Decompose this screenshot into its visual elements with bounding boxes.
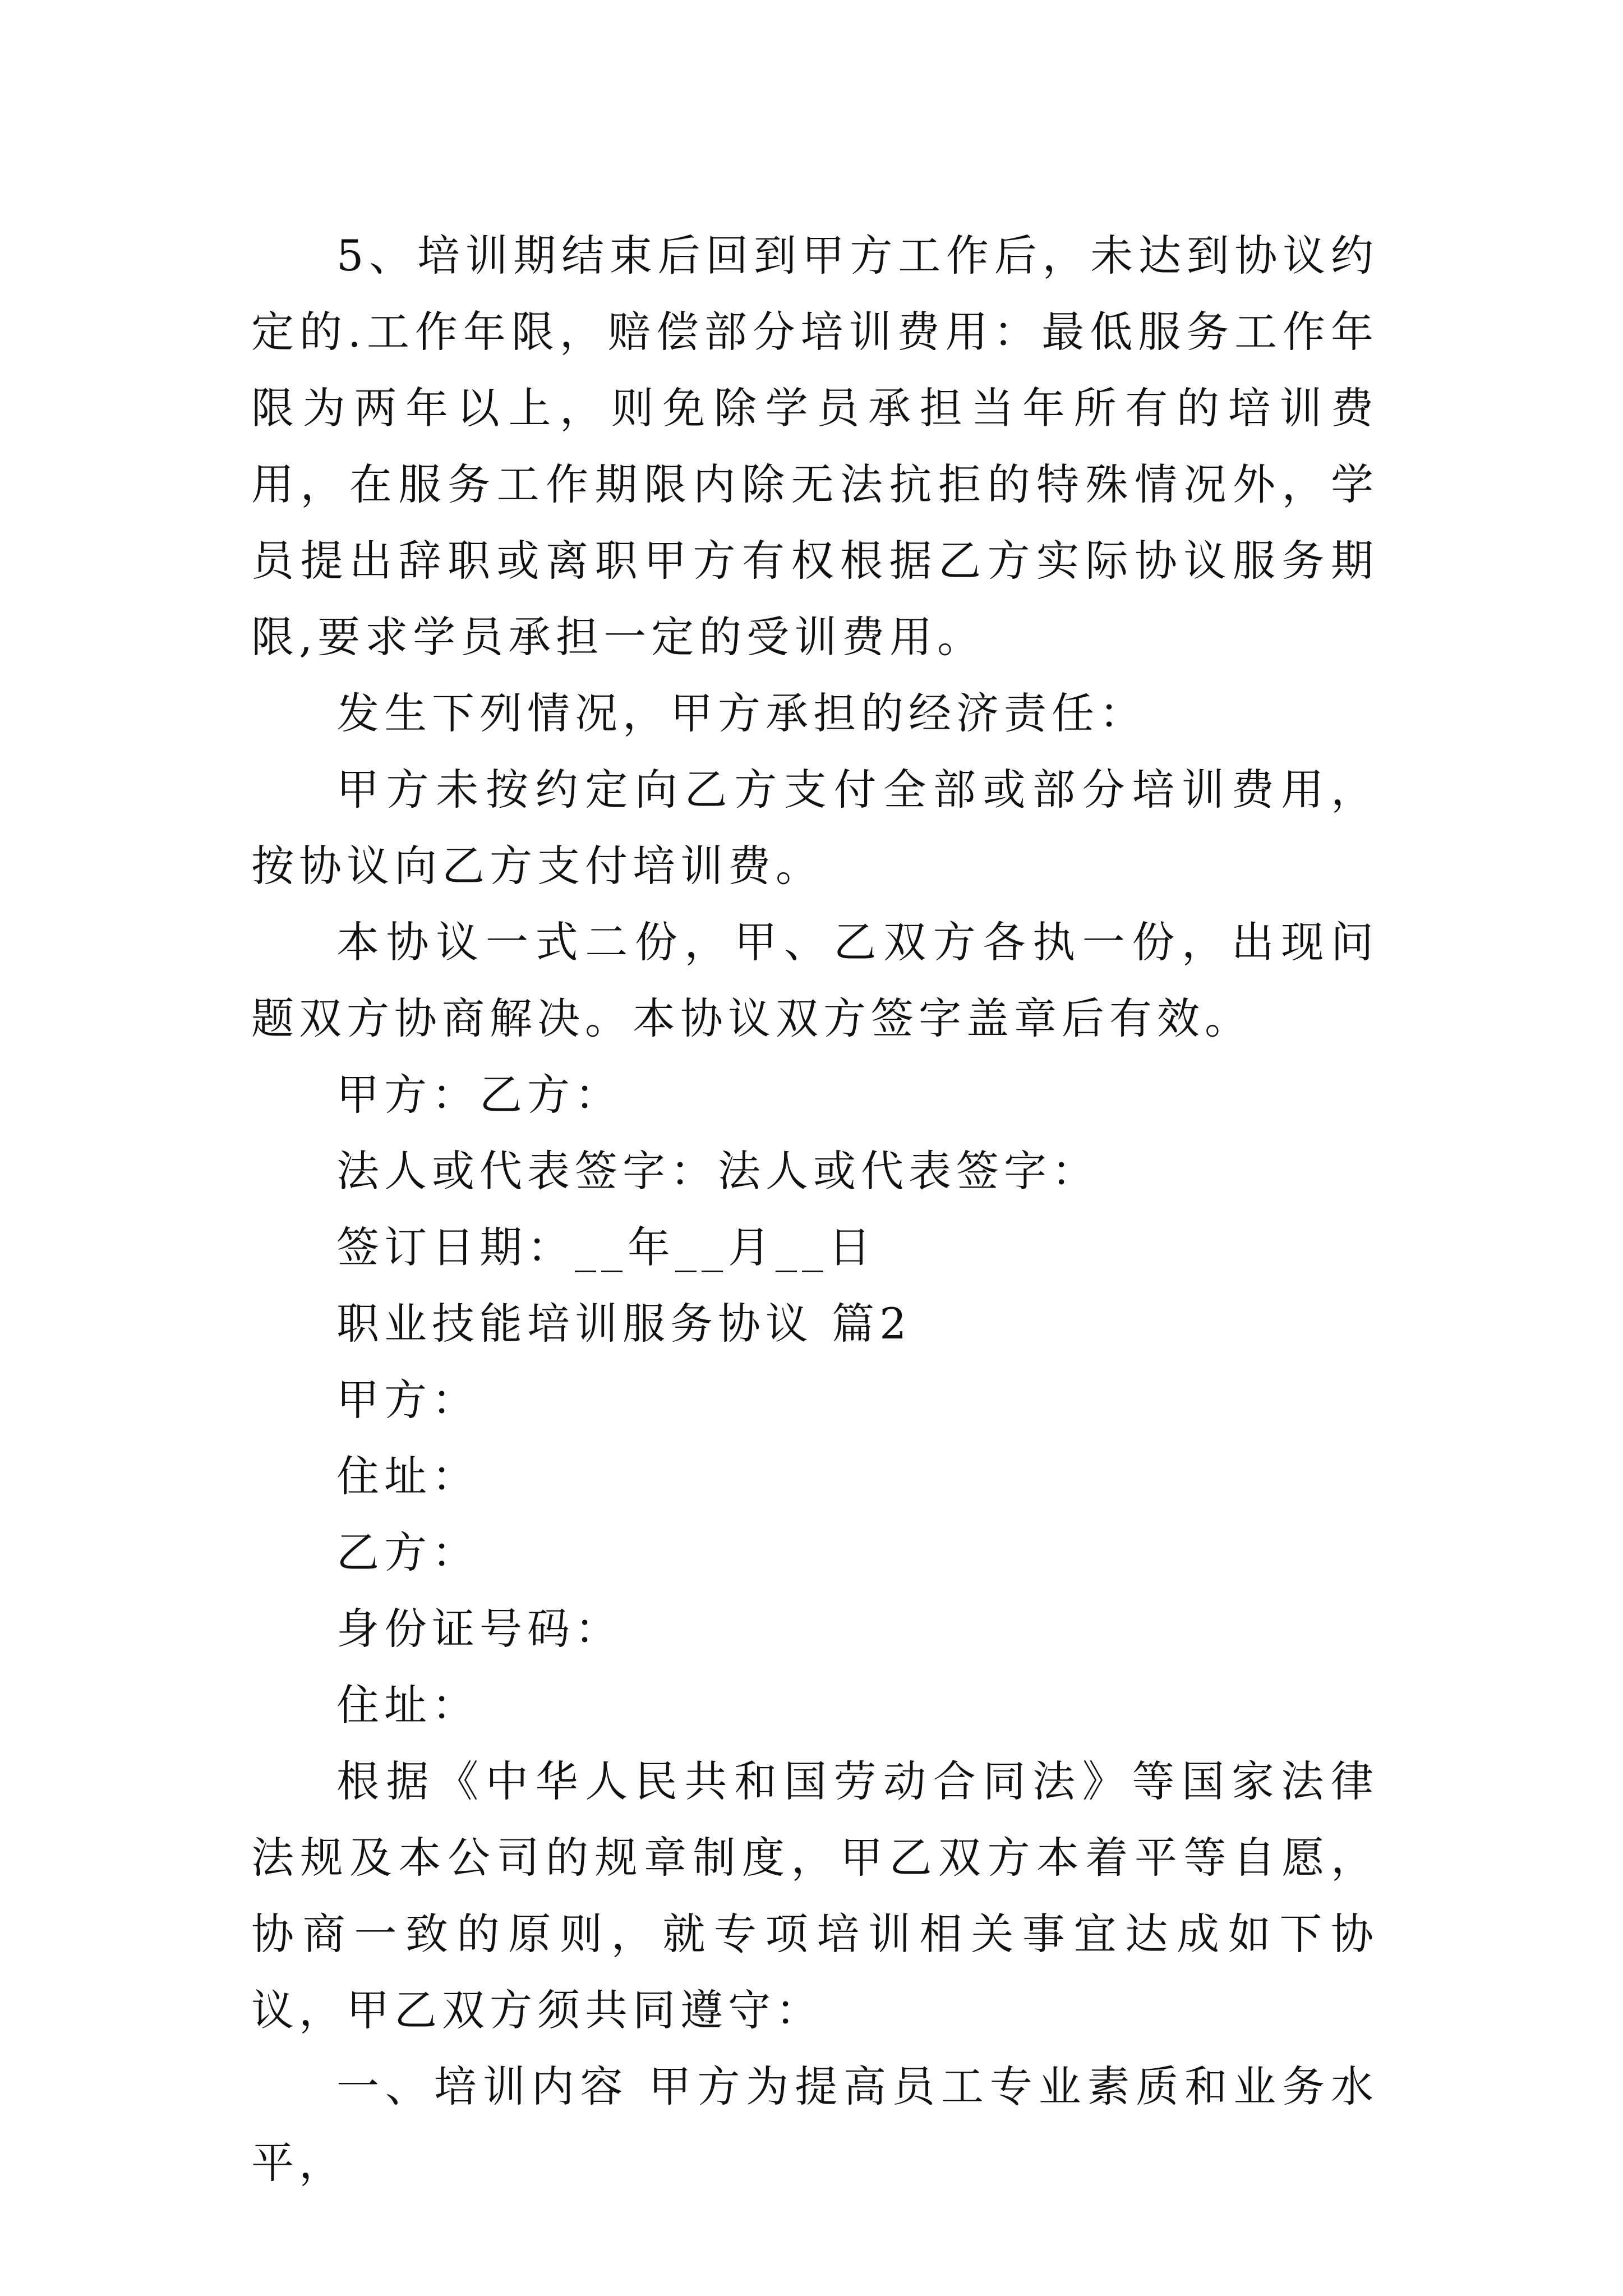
paragraph-training-compensation: 5、培训期结束后回到甲方工作后，未达到协议约定的.工作年限，赔偿部分培训费用：最低服务工作年限为两年以上，则免除学员承担当年所有的培训费用，在服务工作期限内除无法抗拒的特殊情况外，学员提出辞职或离职甲方有权根据乙方实际协议服务期限,要求学员承担一定的受训费用。 (251, 231, 1378, 662)
paragraph-party-a-liability-heading: 发生下列情况，甲方承担的经济责任： (336, 688, 1147, 738)
section-training-content: 一、培训内容 甲方为提高员工专业素质和业务水平， (251, 2062, 1378, 2188)
party-a-address-field: 住址： (336, 1451, 479, 1501)
agreement-title-part2: 职业技能培训服务协议 篇2 (336, 1299, 912, 1349)
signing-date-line: 签订日期：__年__月__日 (336, 1222, 876, 1272)
id-number-field: 身份证号码： (336, 1604, 623, 1654)
party-b-address-field: 住址： (336, 1680, 479, 1730)
document-body (251, 218, 1378, 2201)
party-b-field: 乙方： (336, 1527, 479, 1577)
paragraph-legal-basis: 根据《中华人民共和国劳动合同法》等国家法律法规及本公司的规章制度，甲乙双方本着平等自愿，协商一致的原则，就专项培训相关事宜达成如下协议，甲乙双方须共同遵守： (251, 1756, 1378, 2035)
signature-representative-line: 法人或代表签字：法人或代表签字： (336, 1146, 1099, 1196)
paragraph-party-a-payment: 甲方未按约定向乙方支付全部或部分培训费用，按协议向乙方支付培训费。 (251, 765, 1378, 891)
paragraph-copies-effective: 本协议一式二份，甲、乙双方各执一份，出现问题双方协商解决。本协议双方签字盖章后有效。 (251, 917, 1378, 1043)
party-a-field: 甲方： (336, 1375, 479, 1425)
signature-parties-line: 甲方：乙方： (336, 1070, 623, 1120)
